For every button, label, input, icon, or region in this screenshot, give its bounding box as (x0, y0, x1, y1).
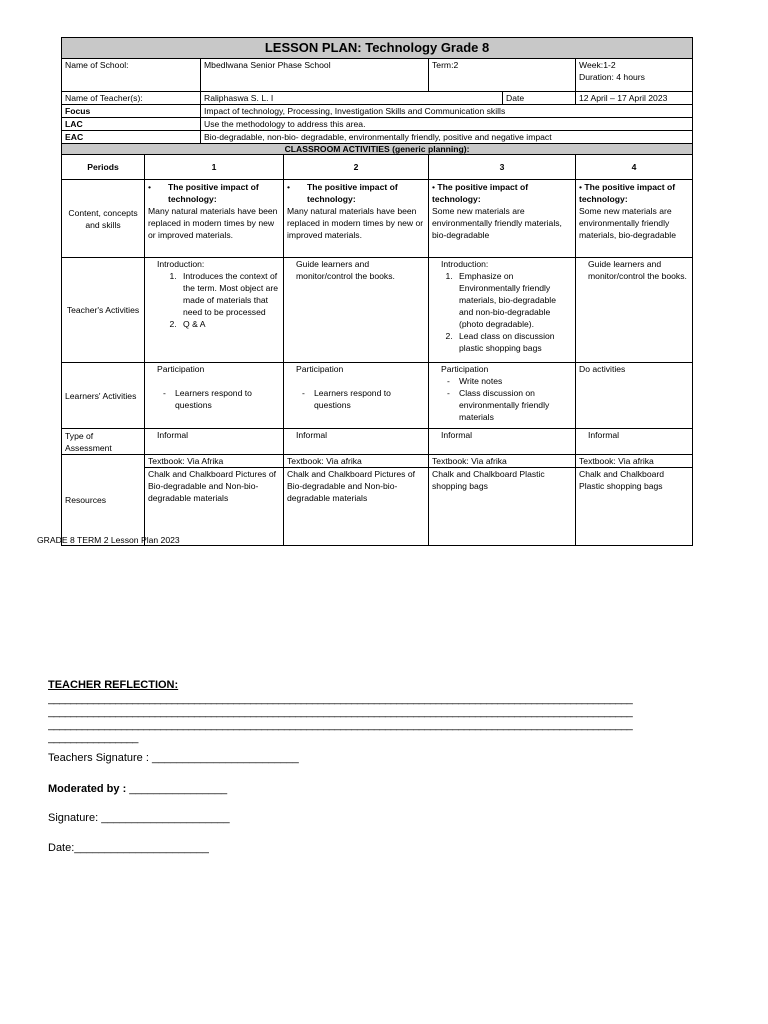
learners-1-intro: Participation (157, 364, 205, 374)
list-item: 2. Q & A (179, 318, 280, 330)
periods-label: Periods (62, 155, 145, 180)
resources-4-top: Textbook: Via afrika (576, 455, 693, 468)
list-item: - Learners respond to questions (175, 387, 280, 411)
signature-line: Signature: _____________________ (48, 812, 230, 824)
week-cell (576, 59, 693, 92)
learners-period-4 (576, 363, 693, 429)
reflection-line-2: ________________________________________________________________________________________________________ (48, 706, 633, 718)
content-2-heading: • The positive impact of technology: (287, 182, 398, 204)
teacher-period-1 (145, 258, 284, 363)
moderated-by (48, 783, 732, 812)
focus-label: Focus (62, 105, 201, 118)
resources-2-bottom: Chalk and Chalkboard Pictures of Bio-degradable and Non-bio-degradable materials (284, 468, 429, 546)
week-value: Week:1-2 (579, 60, 616, 70)
reflection-section (48, 679, 732, 854)
list-item: - Write notes (459, 375, 572, 387)
teacher-3-intro: Introduction: (441, 259, 489, 269)
list-item: 1. Introduces the context of the term. Most object are made of materials that need to be processed (179, 270, 280, 318)
page-title: LESSON PLAN: Technology Grade 8 (62, 38, 693, 59)
learners-2-intro: Participation (296, 364, 344, 374)
eac-value: Bio-degradable, non-bio- degradable, environmentally friendly, positive and negative impact (201, 131, 693, 144)
moderated-by-line: ________________ (129, 783, 228, 795)
content-period-4 (576, 180, 693, 258)
learners-activities-label: Learners' Activities (62, 363, 145, 429)
teacher-1-intro: Introduction: (157, 259, 205, 269)
date-line: Date:______________________ (48, 842, 209, 854)
list-item: - Class discussion on environmentally friendly materials (459, 387, 572, 423)
resources-2-top: Textbook: Via afrika (284, 455, 429, 468)
activities-heading: CLASSROOM ACTIVITIES (generic planning): (62, 144, 693, 155)
content-period-3 (429, 180, 576, 258)
teacher-1-list (157, 270, 280, 330)
period-2-header: 2 (284, 155, 429, 180)
date-label: Date (503, 92, 576, 105)
content-4-text: Some new materials are environmentally friendly materials, bio-degradable (579, 206, 676, 240)
learners-period-2 (284, 363, 429, 429)
content-period-2 (284, 180, 429, 258)
resources-label: Resources (62, 455, 145, 546)
teacher-period-4 (576, 258, 693, 363)
school-value: Mbedlwana Senior Phase School (201, 59, 429, 92)
learners-3-intro: Participation (441, 364, 489, 374)
teacher-period-2 (284, 258, 429, 363)
list-item: 2. Lead class on discussion plastic shopping bags (455, 330, 572, 354)
resources-3-bottom: Chalk and Chalkboard Plastic shopping bags (429, 468, 576, 546)
learners-2-list (296, 387, 425, 411)
content-4-heading: • The positive impact of technology: (579, 182, 676, 204)
term-value: Term:2 (429, 59, 576, 92)
list-item: 1. Emphasize on Environmentally friendly materials, bio-degradable and non-bio-degradable (photo degradable). (455, 270, 572, 330)
reflection-title: TEACHER REFLECTION: (48, 679, 179, 691)
period-1-header: 1 (145, 155, 284, 180)
lac-label: LAC (62, 118, 201, 131)
learners-period-1 (145, 363, 284, 429)
learners-3-list (441, 375, 572, 423)
assessment-period-3: Informal (429, 429, 576, 455)
school-label: Name of School: (62, 59, 201, 92)
teacher-label: Name of Teacher(s): (62, 92, 201, 105)
teacher-4-text: Guide learners and monitor/control the books. (588, 259, 687, 281)
list-item: - Learners respond to questions (314, 387, 425, 411)
learners-1-list (157, 387, 280, 411)
duration-value: Duration: 4 hours (579, 72, 645, 82)
teacher-period-3 (429, 258, 576, 363)
content-3-heading: • The positive impact of technology: (432, 182, 529, 204)
moderated-by-label: Moderated by : (48, 783, 127, 795)
resources-3-top: Textbook: Via afrika (429, 455, 576, 468)
learners-4-text: Do activities (579, 364, 626, 374)
teacher-activities-label: Teacher's Activities (62, 258, 145, 363)
content-2-text: Many natural materials have been replaced in modern times by new or improved materials. (287, 206, 424, 240)
period-3-header: 3 (429, 155, 576, 180)
lesson-plan-table-wrapper (61, 37, 692, 546)
resources-4-bottom: Chalk and Chalkboard Plastic shopping bags (576, 468, 693, 546)
lac-value: Use the methodology to address this area. (201, 118, 693, 131)
teacher-3-list (441, 270, 572, 354)
date-value: 12 April – 17 April 2023 (576, 92, 693, 105)
content-1-heading: • The positive impact of technology: (148, 182, 259, 204)
period-4-header: 4 (576, 155, 693, 180)
resources-1-bottom: Chalk and Chalkboard Pictures of Bio-degradable and Non-bio-degradable materials (145, 468, 284, 546)
content-label: Content, concepts and skills (62, 180, 145, 258)
assessment-period-4: Informal (576, 429, 693, 455)
assessment-period-2: Informal (284, 429, 429, 455)
assessment-period-1: Informal (145, 429, 284, 455)
reflection-line-1: ________________________________________________________________________________________________________ (48, 693, 633, 705)
page-footer: GRADE 8 TERM 2 Lesson Plan 2023 (37, 535, 180, 545)
learners-period-3 (429, 363, 576, 429)
teacher-value: Raliphaswa S. L. I (201, 92, 503, 105)
eac-label: EAC (62, 131, 201, 144)
assessment-label: Type of Assessment (62, 429, 145, 455)
focus-value: Impact of technology, Processing, Investigation Skills and Communication skills (201, 105, 693, 118)
teacher-signature: Teachers Signature : ________________________ (48, 752, 299, 764)
content-period-1 (145, 180, 284, 258)
reflection-line-4: ________________ (48, 732, 138, 744)
teacher-2-text: Guide learners and monitor/control the books. (296, 259, 395, 281)
content-3-text: Some new materials are environmentally friendly materials, bio-degradable (432, 206, 562, 240)
content-1-text: Many natural materials have been replaced in modern times by new or improved materials. (148, 206, 278, 240)
lesson-plan-table (61, 37, 693, 546)
reflection-line-3: ________________________________________________________________________________________________________ (48, 719, 633, 731)
resources-1-top: Textbook: Via Afrika (145, 455, 284, 468)
